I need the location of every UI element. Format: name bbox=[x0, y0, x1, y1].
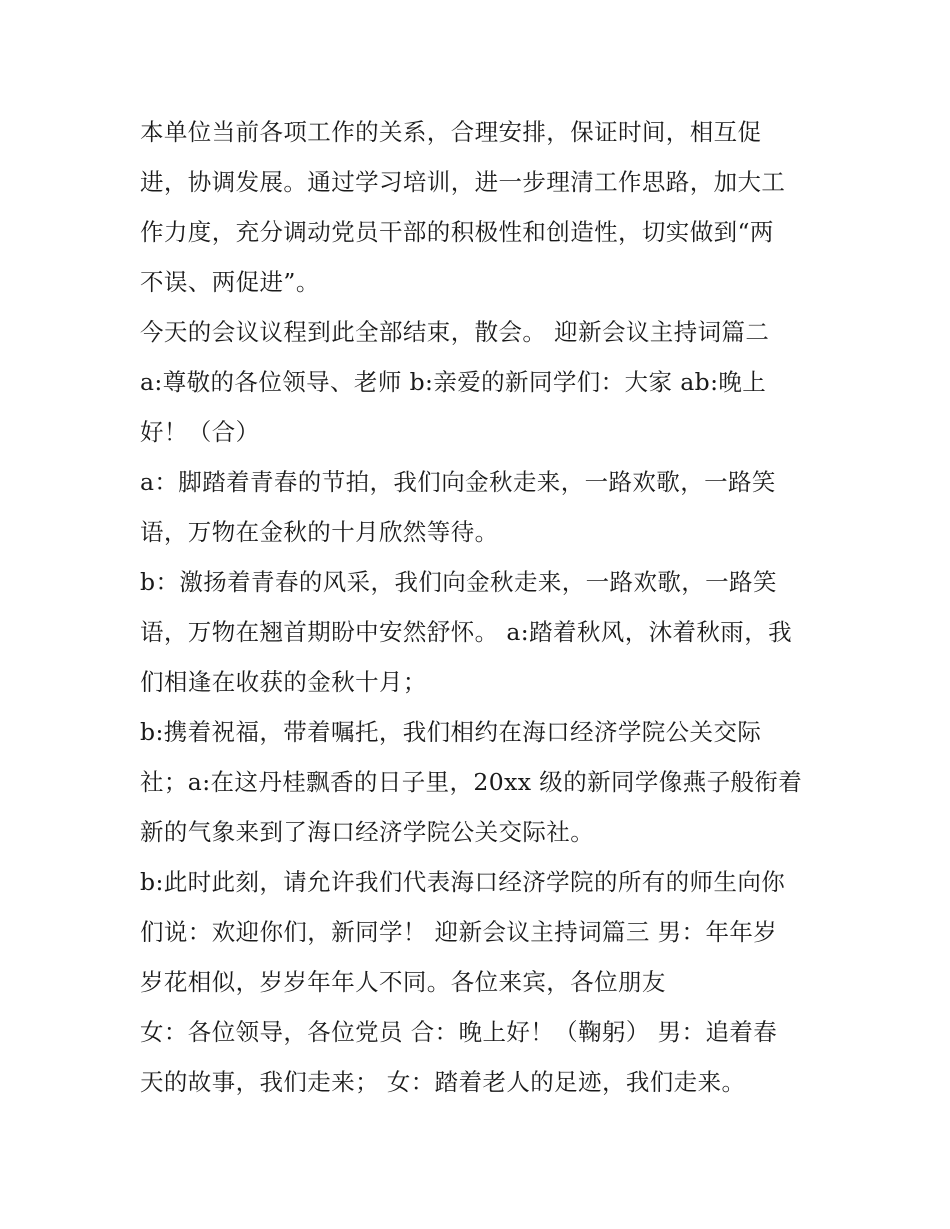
text-line-1: 本单位当前各项工作的关系，合理安排，保证时间，相互促 bbox=[140, 118, 762, 146]
text-line-20: 天的故事，我们走来； 女：踏着老人的足迹，我们走来。 bbox=[140, 1068, 746, 1096]
text-line-16: b:此时此刻，请允许我们代表海口经济学院的所有的师生向你 bbox=[140, 868, 786, 896]
text-line-18: 岁花相似，岁岁年年人不同。各位来宾，各位朋友 bbox=[140, 968, 666, 996]
text-line-10: b：激扬着青春的风采，我们向金秋走来，一路欢歌，一路笑 bbox=[140, 568, 777, 596]
text-line-9: 语，万物在金秋的十月欣然等待。 bbox=[140, 518, 499, 546]
text-line-19: 女：各位领导，各位党员 合：晚上好！（鞠躬） 男：追着春 bbox=[140, 1018, 778, 1046]
text-line-8: a：脚踏着青春的节拍，我们向金秋走来，一路欢歌，一路笑 bbox=[140, 468, 776, 496]
text-line-14: 社；a:在这丹桂飘香的日子里，20xx 级的新同学像燕子般衔着 bbox=[140, 768, 803, 796]
text-line-3: 作力度，充分调动党员干部的积极性和创造性，切实做到“两 bbox=[140, 218, 774, 246]
text-line-7: 好！（合） bbox=[140, 418, 260, 446]
text-line-6: a:尊敬的各位领导、老师 b:亲爱的新同学们：大家 ab:晚上 bbox=[140, 368, 767, 396]
text-line-12: 们相逢在收获的金秋十月； bbox=[140, 668, 427, 696]
text-line-5: 今天的会议议程到此全部结束，散会。 迎新会议主持词篇二 bbox=[140, 318, 770, 346]
text-line-11: 语，万物在翘首期盼中安然舒怀。 a:踏着秋风，沐着秋雨，我 bbox=[140, 618, 792, 646]
text-line-15: 新的气象来到了海口经济学院公关交际社。 bbox=[140, 818, 595, 846]
text-line-2: 进，协调发展。通过学习培训，进一步理清工作思路，加大工 bbox=[140, 168, 786, 196]
text-line-13: b:携着祝福，带着嘱托，我们相约在海口经济学院公关交际 bbox=[140, 718, 762, 746]
text-line-4: 不误、两促进”。 bbox=[140, 268, 320, 296]
text-line-17: 们说：欢迎你们，新同学！ 迎新会议主持词篇三 男：年年岁 bbox=[140, 918, 778, 946]
